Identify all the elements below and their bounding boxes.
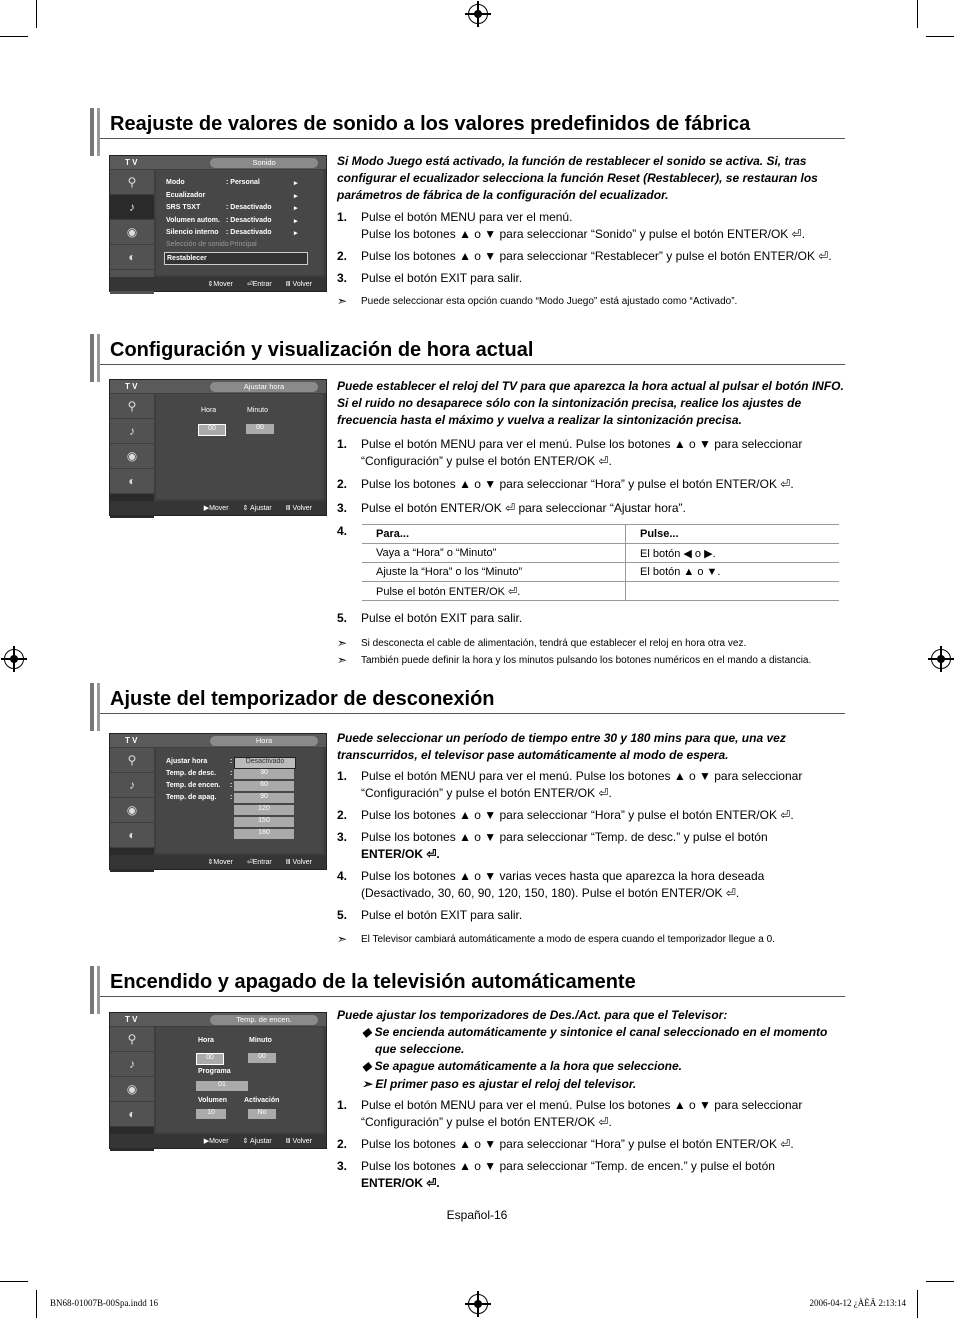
section-title: Reajuste de valores de sonido a los valores predefinidos de fábrica — [110, 113, 751, 135]
note-arrow-icon: ➣ — [337, 294, 348, 308]
instruction-table: Para... Pulse... Vaya a “Hora” o “Minuto” El botón ◀ o ▶. Ajuste la “Hora” o los “Minuto” El botón ▲ o ▼. Pulse el botón ENTER/OK ⏎. — [362, 524, 839, 601]
section-title: Configuración y visualización de hora actual — [110, 339, 534, 361]
section-clock — [90, 334, 845, 378]
registration-mark-icon — [4, 649, 24, 669]
registration-mark-icon — [468, 1294, 488, 1314]
bullet: ➣ El primer paso es ajustar el reloj del televisor. — [362, 1077, 637, 1091]
page-number: Español-16 — [446, 1208, 508, 1222]
section-intro: Puede seleccionar un período de tiempo entre 30 y 180 mins para que, una vez transcurridos, el televisor pase automáticamente al modo de espera. — [337, 731, 786, 762]
tv-menu-on-timer: T V Temp. de encen. ⚲ ♪ ◉ ◐ Hora Minuto 00 00 Programa 01 Volumen Activación 10 No ▶Mover ⇕ Ajustar Ⅲ Volver — [109, 1012, 327, 1149]
note-arrow-icon: ➣ — [337, 932, 348, 946]
section-auto-onoff — [90, 966, 845, 1010]
section-intro: Puede establecer el reloj del TV para que aparezca la hora actual al pulsar el botón INFO. Si el ruido no desaparece sólo con la sintonización precisa, realice los ajustes de frecuencia hasta el máximo y vuelva a realizar la sintonización precisa. — [337, 379, 844, 427]
tv-menu-sound: T V Sonido ⚲ ♪ ◉ ◐ Modo : Personal ▸ Ecualizador ▸ SRS TSXT : Desactivado ▸ Volumen autom. : Desactivado ▸ Silencio interno : Desactivado ▸ Selección de sonido : Principal Restablecer ⇕Mover ⏎Entrar Ⅲ Volver — [109, 155, 327, 292]
menu-list: Modo : Personal ▸ Ecualizador ▸ SRS TSXT : Desactivado ▸ Volumen autom. : Desactivado ▸ Silencio interno : Desactivado ▸ Selección de sonido : Principal Restablecer — [156, 170, 323, 275]
bullet: que seleccione. — [375, 1042, 465, 1056]
file-name: BN68-01007B-00Spa.indd 16 — [50, 1298, 158, 1308]
section-title: Ajuste del temporizador de desconexión — [110, 688, 495, 710]
bullet: ◆ Se apague automáticamente a la hora que seleccione. — [362, 1059, 683, 1073]
note-arrow-icon: ➣ — [337, 653, 348, 667]
bullet: ◆ Se encienda automáticamente y sintonice el canal seleccionado en el momento — [362, 1025, 828, 1039]
tv-menu-timer: T V Hora ⚲ ♪ ◉ ◐ Ajustar hora : Temp. de desc. : Temp. de encen. : Temp. de apag. : Desactivado 30 60 90 120 150 180 ⇕Mover ⏎Entrar Ⅲ Volver — [109, 733, 327, 870]
section-intro: Puede ajustar los temporizadores de Des./Act. para que el Televisor: — [337, 1008, 728, 1022]
note-arrow-icon: ➣ — [337, 636, 348, 650]
section-title: Encendido y apagado de la televisión automáticamente — [110, 971, 636, 993]
section-sleep-timer — [90, 683, 845, 727]
section-sound-reset — [90, 108, 845, 152]
tv-menu-clock: T V Ajustar hora ⚲ ♪ ◉ ◐ Hora Minuto 00 00 ▶Mover ⇕ Ajustar Ⅲ Volver — [109, 379, 327, 516]
registration-mark-icon — [468, 4, 488, 24]
registration-mark-icon — [931, 649, 951, 669]
section-intro: Si Modo Juego está activado, la función de restablecer el sonido se activa. Si, tras configurar el ecualizador selecciona la función Reset (Restablecer), se restauran los parámetros de fábrica de la configuración del ecualizador. — [337, 154, 818, 202]
print-date: 2006-04-12 ¿ÀÈÄ 2:13:14 — [809, 1298, 906, 1308]
